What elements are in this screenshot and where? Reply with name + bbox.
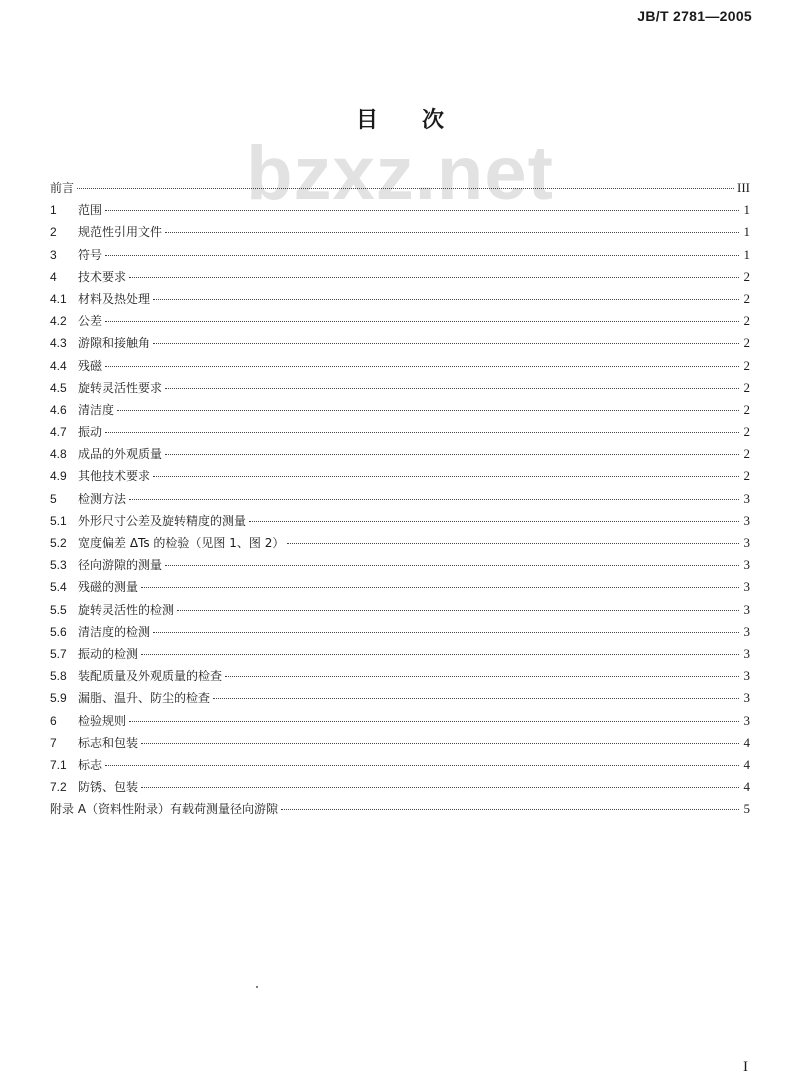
toc-dot-leader [213,698,739,699]
toc-dot-leader [129,277,739,278]
toc-dot-leader [165,565,739,566]
toc-entry-page: 5 [743,801,750,817]
toc-dot-leader [141,654,739,655]
toc-entry-number: 5.5 [50,602,67,617]
toc-entry-page: 1 [743,224,750,240]
toc-entry[interactable] [50,465,750,487]
toc-entry-label: 前言 [50,181,75,195]
toc-entry-label: 材料及热处理 [78,291,151,306]
toc-entry-number: 5.6 [50,624,67,639]
toc-entry-number: 4.4 [50,358,67,373]
toc-entry-number: 4.9 [50,469,67,484]
toc-dot-leader [287,543,739,544]
toc-entry-number: 4.6 [50,402,67,417]
toc-entry-number: 2 [50,225,57,240]
toc-entry-number: 5.9 [50,691,67,706]
toc-entry-page: 4 [743,734,750,750]
toc-entry-label: 其他技术要求 [78,469,151,484]
toc-entry-number: 4.5 [50,380,67,395]
toc-entry-label: 公差 [78,314,103,329]
toc-entry-number: 3 [50,247,57,262]
toc-entry-label: 装配质量及外观质量的检查 [78,669,223,684]
toc-entry-number: 4.2 [50,314,67,329]
toc-entry-page: 3 [743,712,750,728]
toc-entry[interactable] [50,776,750,798]
toc-entry[interactable] [50,177,750,199]
toc-entry[interactable] [50,554,750,576]
toc-entry-number: 5.1 [50,513,67,528]
toc-entry-label: 技术要求 [78,269,127,284]
toc-entry-number: 7 [50,735,57,750]
toc-entry-page: 3 [743,557,750,573]
toc-entry-label: 检测方法 [78,491,127,506]
toc-entry-label: 防锈、包装 [78,780,139,795]
toc-entry-page: 2 [743,468,750,484]
toc-dot-leader [105,765,739,766]
toc-entry[interactable] [50,710,750,732]
toc-entry[interactable] [50,576,750,598]
toc-entry-page: 1 [743,202,750,218]
toc-entry[interactable] [50,510,750,532]
toc-entry[interactable] [50,488,750,510]
toc-entry-label: 漏脂、温升、防尘的检查 [78,691,211,706]
toc-entry-number: 7.2 [50,780,67,795]
toc-entry-label: 清洁度的检测 [78,624,151,639]
toc-entry-label: 振动 [78,425,103,440]
toc-dot-leader [153,299,739,300]
toc-dot-leader [141,743,739,744]
toc-entry[interactable] [50,687,750,709]
toc-entry-label: 宽度偏差 ΔTs 的检验（见图 1、图 2） [78,536,285,550]
toc-entry-page: 3 [743,668,750,684]
toc-entry-label: 范围 [78,203,103,218]
toc-entry[interactable] [50,621,750,643]
toc-entry[interactable] [50,355,750,377]
toc-entry-label: 旋转灵活性的检测 [78,602,175,617]
toc-entry-page: 2 [743,424,750,440]
toc-entry-number: 6 [50,713,57,728]
toc-entry[interactable] [50,443,750,465]
toc-entry-page: 3 [743,601,750,617]
toc-entry-page: 3 [743,579,750,595]
toc-entry-page: 3 [743,645,750,661]
toc-entry[interactable] [50,599,750,621]
toc-dot-leader [153,476,739,477]
toc-entry-number: 5.4 [50,580,67,595]
toc-entry-number: 5.3 [50,558,67,573]
toc-entry-number: 4.3 [50,336,67,351]
toc-dot-leader [249,521,739,522]
watermark: bzxz.net [246,131,554,216]
toc-dot-leader [117,410,739,411]
toc-entry-page: 3 [743,490,750,506]
toc-entry-page: 3 [743,535,750,550]
toc-entry-page: 3 [743,623,750,639]
toc-entry-page: 3 [743,512,750,528]
toc-entry[interactable] [50,266,750,288]
toc-entry-label: 规范性引用文件 [78,225,163,240]
toc-dot-leader [225,676,739,677]
toc-dot-leader [153,632,739,633]
toc-entry[interactable] [50,332,750,354]
toc-dot-leader [165,232,739,233]
toc-entry-label: 残磁的测量 [78,580,139,595]
toc-entry-number: 7.1 [50,757,67,772]
toc-entry-page: 2 [743,290,750,306]
toc-dot-leader [281,809,739,810]
toc-entry-page: III [737,180,750,195]
toc-entry[interactable] [50,221,750,243]
toc-entry[interactable] [50,421,750,443]
toc-entry-page: 2 [743,335,750,351]
toc-entry[interactable] [50,643,750,665]
toc-entry[interactable] [50,288,750,310]
toc-entry-number: 4.1 [50,291,67,306]
toc-entry[interactable] [50,754,750,776]
toc-entry-label: 标志 [78,757,103,772]
toc-entry-number: 4.8 [50,447,67,462]
toc-dot-leader [129,721,739,722]
standard-code: JB/T 2781—2005 [637,8,752,24]
toc-entry-page: 1 [743,246,750,262]
toc-dot-leader [141,787,739,788]
toc-entry-number: 1 [50,203,57,218]
toc-entry[interactable] [50,199,750,221]
toc-dot-leader [105,321,739,322]
toc-entry-label: 外形尺寸公差及旋转精度的测量 [78,513,247,528]
toc-dot-leader [177,610,739,611]
toc-entry-label: 径向游隙的测量 [78,558,163,573]
toc-dot-leader [105,432,739,433]
toc-dot-leader [165,454,739,455]
toc-entry-label: 清洁度 [78,402,115,417]
toc-entry-label: 符号 [78,247,103,262]
toc-entry-label: 附录 A（资料性附录）有载荷测量径向游隙 [50,802,279,817]
toc-entry-page: 2 [743,379,750,395]
footer-page-number: I [743,1059,748,1075]
toc-entry-page: 2 [743,401,750,417]
table-of-contents [50,177,750,820]
toc-entry[interactable] [50,732,750,754]
toc-entry-number: 5 [50,491,57,506]
toc-entry[interactable] [50,310,750,332]
toc-dot-leader [141,587,739,588]
toc-entry-label: 振动的检测 [78,646,139,661]
toc-dot-leader [77,188,734,189]
toc-entry[interactable] [50,532,750,554]
toc-entry-label: 旋转灵活性要求 [78,380,163,395]
page-title: 目次 [355,107,488,133]
toc-entry-number: 5.8 [50,669,67,684]
toc-entry-page: 2 [743,268,750,284]
toc-dot-leader [105,210,739,211]
toc-entry[interactable] [50,399,750,421]
toc-entry-page: 3 [743,690,750,706]
toc-entry-label: 检验规则 [78,713,127,728]
toc-entry[interactable] [50,665,750,687]
toc-entry-page: 4 [743,756,750,772]
toc-entry[interactable] [50,244,750,266]
toc-dot-leader [153,343,739,344]
toc-entry-page: 2 [743,446,750,462]
toc-entry-number: 4 [50,269,57,284]
scan-speck [256,986,258,988]
toc-entry-label: 成品的外观质量 [78,447,163,462]
toc-entry-page: 2 [743,357,750,373]
toc-entry[interactable] [50,798,750,820]
toc-dot-leader [129,499,739,500]
toc-entry-label: 标志和包装 [78,735,139,750]
toc-dot-leader [105,255,739,256]
toc-entry-number: 5.7 [50,646,67,661]
toc-entry-label: 残磁 [78,358,103,373]
toc-dot-leader [165,388,739,389]
toc-entry-number: 4.7 [50,425,67,440]
toc-entry[interactable] [50,377,750,399]
toc-entry-label: 游隙和接触角 [78,336,151,351]
toc-entry-page: 4 [743,779,750,795]
toc-entry-page: 2 [743,313,750,329]
toc-dot-leader [105,366,739,367]
toc-entry-number: 5.2 [50,536,67,550]
